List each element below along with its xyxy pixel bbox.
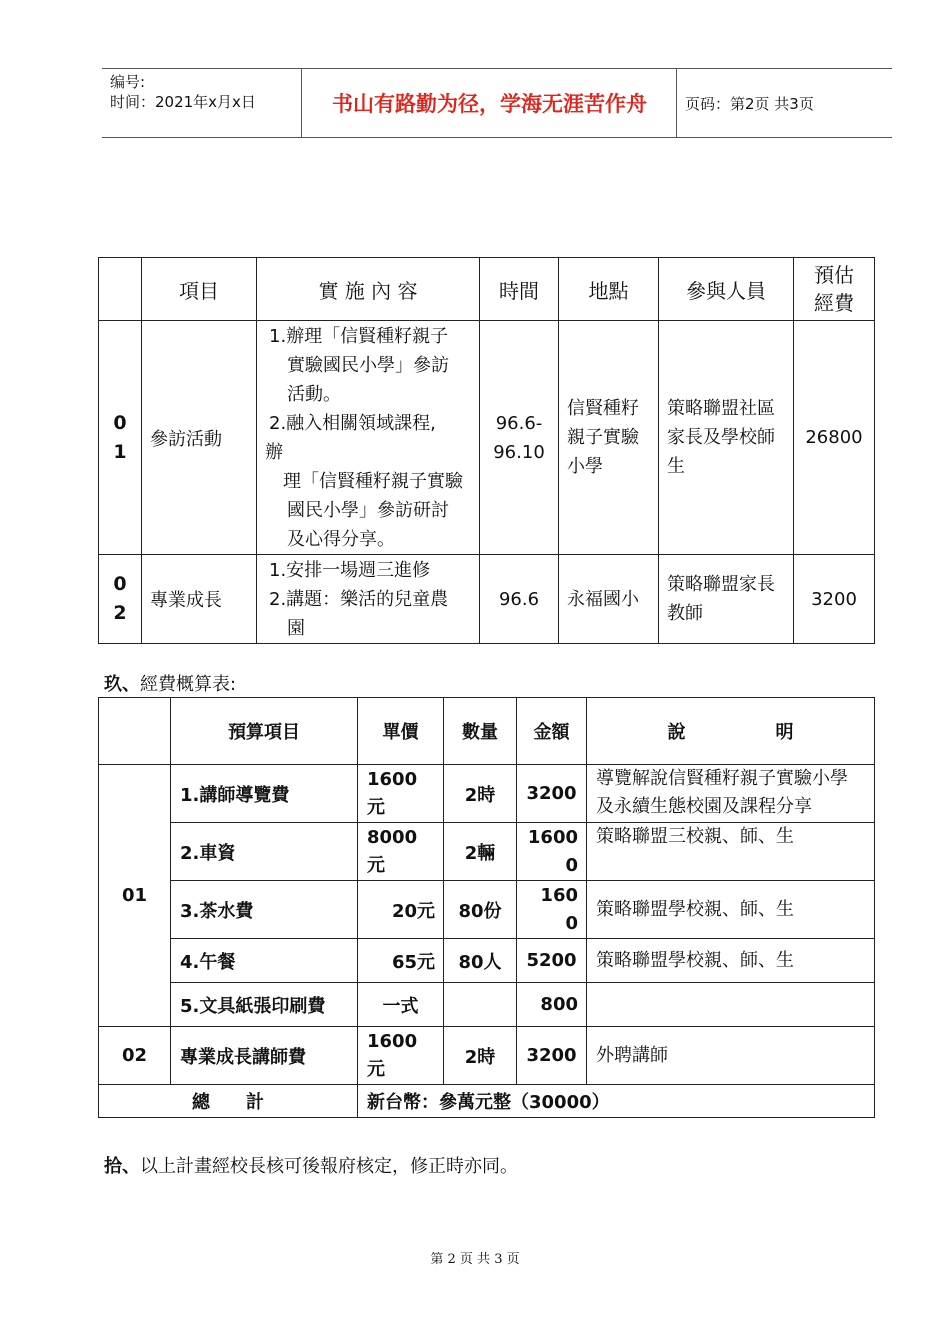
plan-row-place: 信賢種籽 親子實驗 小學: [559, 321, 659, 555]
content-line: 實驗國民小學」參訪: [269, 355, 449, 376]
plan-row-item: 參訪活動: [142, 321, 257, 555]
budget-qty: 2輛: [444, 823, 517, 881]
budget-desc: 策略聯盟學校親、師、生: [587, 939, 875, 983]
budget-desc: 外聘講師: [587, 1027, 875, 1085]
plan-header-num: [99, 258, 142, 321]
plan-table: [98, 257, 875, 644]
plan-row-content: [257, 555, 480, 644]
section-9-heading: [104, 670, 236, 696]
budget-header-desc: 說 明: [587, 698, 875, 765]
budget-amount: 1600 0: [517, 823, 587, 881]
budget-desc: 策略聯盟學校親、師、生: [587, 881, 875, 939]
content-line: 1.安排一場週三進修: [269, 560, 431, 581]
content-line: 2.講題：樂活的兒童農: [269, 589, 449, 610]
content-line: 理「信賢種籽親子實驗: [265, 471, 463, 492]
budget-amount: 3200: [517, 765, 587, 823]
plan-header-budget: 預估 經費: [794, 258, 875, 321]
section-10-text: 以上計畫經校長核可後報府核定，修正時亦同。: [140, 1156, 518, 1177]
content-line: 辦: [265, 442, 283, 463]
budget-header-price: 單價: [358, 698, 444, 765]
budget-amount: 800: [517, 983, 587, 1027]
plan-row-2: [99, 555, 875, 644]
budget-qty: [444, 983, 517, 1027]
budget-desc: [587, 983, 875, 1027]
plan-header-item: 項目: [142, 258, 257, 321]
section-10: [104, 1152, 518, 1178]
budget-amount: 160 0: [517, 881, 587, 939]
budget-desc: 導覽解說信賢種籽親子實驗小學 及永續生態校園及課程分享: [587, 765, 875, 823]
plan-header-row: [99, 258, 875, 321]
budget-item: 1.講師導覽費: [171, 765, 358, 823]
plan-row-1: [99, 321, 875, 555]
budget-total-row: [99, 1085, 875, 1118]
budget-total-value: 新台幣：參萬元整（30000）: [358, 1085, 875, 1118]
budget-group-num: 02: [99, 1027, 171, 1085]
budget-price: 65元: [358, 939, 444, 983]
content-line: 園: [269, 618, 305, 639]
plan-row-time: 96.6: [480, 555, 559, 644]
budget-qty: 2時: [444, 765, 517, 823]
plan-row-people: 策略聯盟社區 家長及學校師 生: [659, 321, 794, 555]
plan-header-time: 時間: [480, 258, 559, 321]
content-line: 1.辦理「信賢種籽親子: [269, 326, 449, 347]
content-line: 及心得分享。: [269, 529, 395, 550]
budget-item: 專業成長講師費: [171, 1027, 358, 1085]
budget-table: [98, 697, 875, 1118]
budget-item: 5.文具紙張印刷費: [171, 983, 358, 1027]
budget-row: [99, 881, 875, 939]
budget-qty: 2時: [444, 1027, 517, 1085]
plan-row-item: 專業成長: [142, 555, 257, 644]
header-page-label: 页码：第2页 共3页: [685, 94, 814, 113]
plan-header-people: 參與人員: [659, 258, 794, 321]
plan-row-num: 0 2: [99, 555, 142, 644]
plan-row-people: 策略聯盟家長 教師: [659, 555, 794, 644]
header-motto: 书山有路勤为径，学海无涯苦作舟: [303, 69, 677, 137]
budget-header-amount: 金額: [517, 698, 587, 765]
page-header: [102, 68, 892, 138]
content-line: 國民小學」參訪研討: [269, 500, 449, 521]
budget-header-qty: 數量: [444, 698, 517, 765]
budget-header-row: [99, 698, 875, 765]
budget-qty: 80人: [444, 939, 517, 983]
budget-amount: 3200: [517, 1027, 587, 1085]
budget-price: 1600 元: [358, 1027, 444, 1085]
plan-row-place: 永福國小: [559, 555, 659, 644]
plan-row-content: [257, 321, 480, 555]
budget-header-num: [99, 698, 171, 765]
page-footer: 第 2 页 共 3 页: [430, 1252, 520, 1267]
number-label: 编号:: [110, 73, 146, 91]
budget-total-label: 總 計: [99, 1085, 358, 1118]
budget-row: [99, 1027, 875, 1085]
budget-row: [99, 765, 875, 823]
budget-price: 1600 元: [358, 765, 444, 823]
section-10-num: 拾、: [104, 1156, 140, 1177]
budget-row: [99, 939, 875, 983]
budget-qty: 80份: [444, 881, 517, 939]
section-9-title: 經費概算表:: [140, 674, 237, 695]
plan-row-budget: 26800: [794, 321, 875, 555]
budget-price: 20元: [358, 881, 444, 939]
plan-row-time: 96.6- 96.10: [480, 321, 559, 555]
budget-price: 8000 元: [358, 823, 444, 881]
plan-row-num: 0 1: [99, 321, 142, 555]
plan-row-budget: 3200: [794, 555, 875, 644]
header-meta: [102, 69, 302, 137]
budget-price: 一式: [358, 983, 444, 1027]
time-label: 时间：2021年x月x日: [110, 93, 256, 111]
budget-amount: 5200: [517, 939, 587, 983]
plan-header-place: 地點: [559, 258, 659, 321]
plan-header-content: 實 施 內 容: [257, 258, 480, 321]
section-9-num: 玖、: [104, 674, 140, 695]
budget-desc: 策略聯盟三校親、師、生: [587, 823, 875, 881]
budget-header-item: 預算項目: [171, 698, 358, 765]
content-line: 活動。: [269, 384, 341, 405]
content-line: 2.融入相關領域課程,: [269, 413, 436, 434]
budget-group-num: 01: [99, 765, 171, 1027]
budget-row: [99, 823, 875, 881]
budget-row: [99, 983, 875, 1027]
budget-item: 2.車資: [171, 823, 358, 881]
budget-item: 3.茶水費: [171, 881, 358, 939]
budget-item: 4.午餐: [171, 939, 358, 983]
